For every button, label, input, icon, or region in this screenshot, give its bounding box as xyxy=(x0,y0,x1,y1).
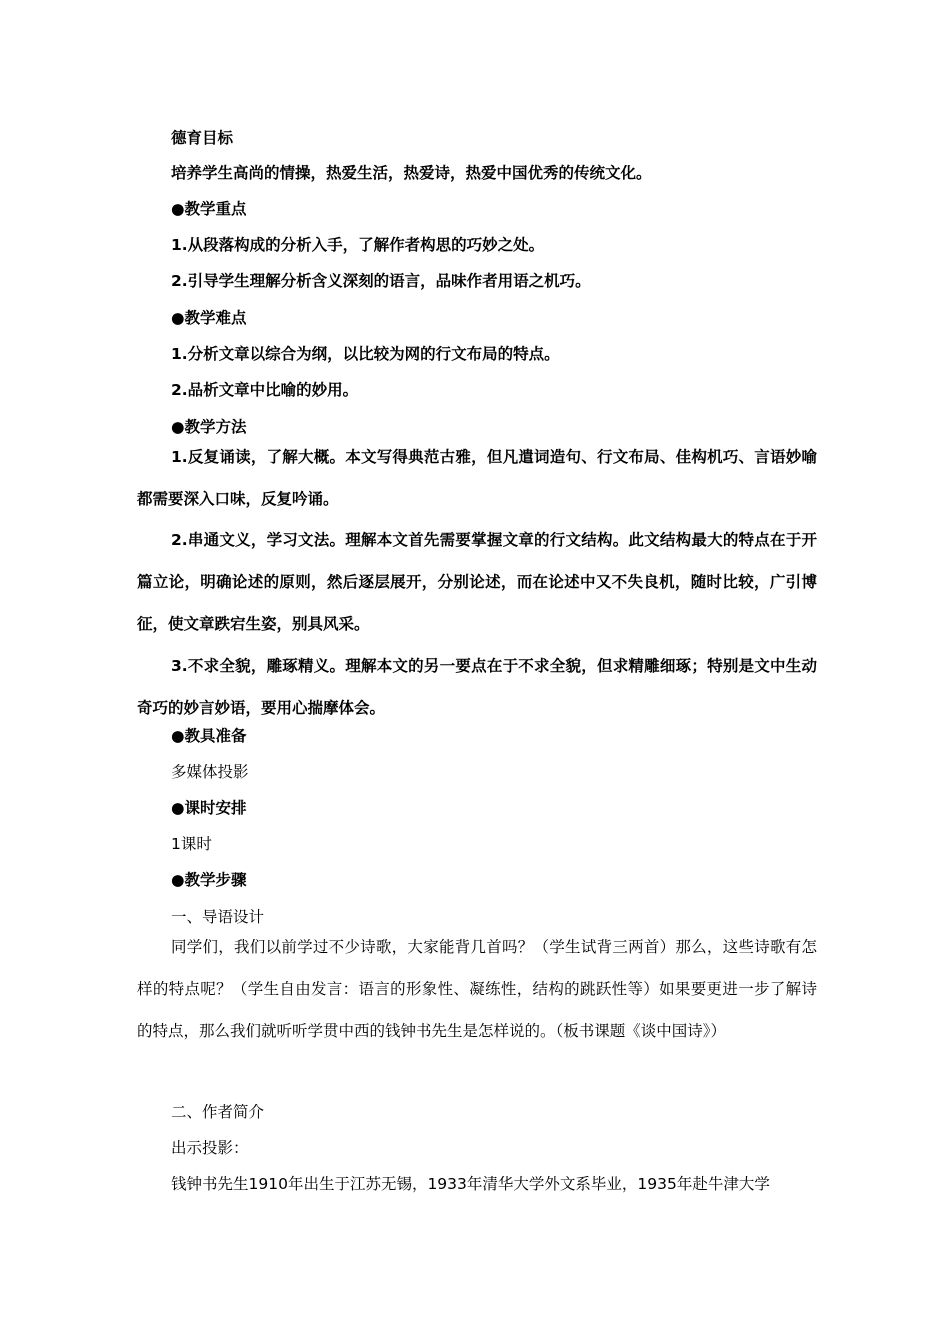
section-author-heading: 二、作者简介 xyxy=(171,1103,265,1121)
teaching-difficulty-item-1: 1.分析文章以综合为纲，以比较为网的行文布局的特点。 xyxy=(171,345,560,363)
teaching-key-item-1: 1.从段落构成的分析入手，了解作者构思的巧妙之处。 xyxy=(171,236,545,254)
intro-paragraph: 同学们，我们以前学过不少诗歌，大家能背几首吗？（学生试背三两首）那么，这些诗歌有怎样的特点呢？（学生自由发言：语言的形象性、凝练性，结构的跳跃性等）如果要更进一步了解诗的特点，那么我们就听听学贯中西的钱钟书先生是怎样说的。（板书课题《谈中国诗》） xyxy=(137,938,817,1040)
moral-goal-text: 培养学生高尚的情操，热爱生活，热爱诗，热爱中国优秀的传统文化。 xyxy=(171,164,652,182)
teaching-tools-text: 多媒体投影 xyxy=(171,763,249,781)
teaching-steps-heading: ●教学步骤 xyxy=(171,871,247,889)
class-hours-text: 1课时 xyxy=(171,835,212,853)
projection-label: 出示投影： xyxy=(171,1139,249,1157)
teaching-difficulty-heading: ●教学难点 xyxy=(171,309,247,327)
teaching-method-item-2: 2.串通文义，学习文法。理解本文首先需要掌握文章的行文结构。此文结构最大的特点在于开篇立论，明确论述的原则，然后逐层展开，分别论述，而在论述中又不失良机，随时比较，广引博征，使文章跌宕生姿，别具风采。 xyxy=(137,531,817,633)
teaching-tools-heading: ●教具准备 xyxy=(171,727,247,745)
moral-goal-heading: 德育目标 xyxy=(171,129,234,147)
section-intro-heading: 一、导语设计 xyxy=(171,908,265,926)
teaching-key-item-2: 2.引导学生理解分析含义深刻的语言，品味作者用语之机巧。 xyxy=(171,272,591,290)
author-bio-line: 钱钟书先生1910年出生于江苏无锡，1933年清华大学外文系毕业，1935年赴牛津大学 xyxy=(171,1175,770,1193)
teaching-key-heading: ●教学重点 xyxy=(171,200,247,218)
class-hours-heading: ●课时安排 xyxy=(171,799,247,817)
teaching-method-heading: ●教学方法 xyxy=(171,418,247,436)
teaching-difficulty-item-2: 2.品析文章中比喻的妙用。 xyxy=(171,381,359,399)
teaching-method-item-3: 3.不求全貌，雕琢精义。理解本文的另一要点在于不求全貌，但求精雕细琢；特别是文中生动奇巧的妙言妙语，要用心揣摩体会。 xyxy=(137,657,817,717)
teaching-method-item-1: 1.反复诵读，了解大概。本文写得典范古雅，但凡遣词造句、行文布局、佳构机巧、言语妙喻都需要深入口味，反复吟诵。 xyxy=(137,448,817,508)
